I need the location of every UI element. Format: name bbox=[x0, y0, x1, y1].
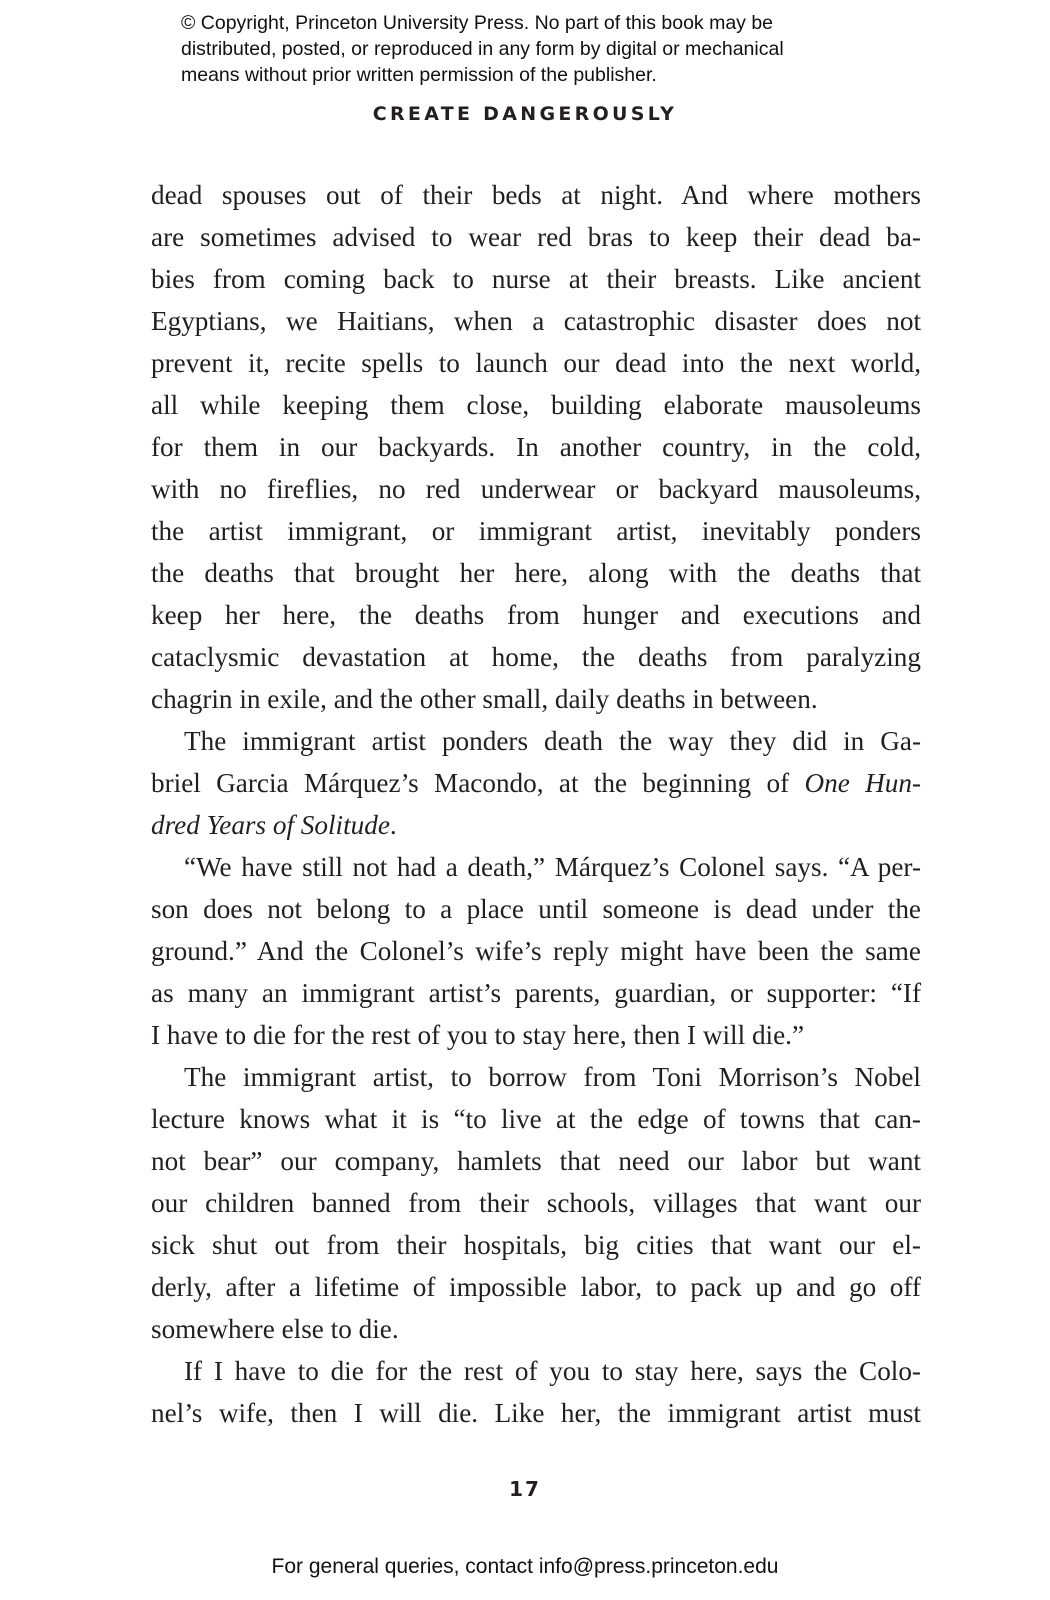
text-segment: . bbox=[389, 810, 397, 840]
text-line: If I have to die for the rest of you to stay here, says the Colo- bbox=[184, 1356, 921, 1386]
text-line: prevent it, recite spells to launch our dead into the next world, bbox=[151, 348, 921, 378]
body-text bbox=[151, 174, 921, 1434]
text-line: The immigrant artist, to borrow from Toni Morrison’s Nobel bbox=[184, 1062, 921, 1092]
text-line bbox=[151, 804, 921, 846]
text-line: lecture knows what it is “to live at the edge of towns that can- bbox=[151, 1104, 921, 1134]
text-line: our children banned from their schools, villages that want our bbox=[151, 1188, 921, 1218]
text-line: with no fireflies, no red underwear or backyard mausoleums, bbox=[151, 474, 921, 504]
running-head: CREATE DANGEROUSLY bbox=[372, 103, 678, 125]
text-line: the deaths that brought her here, along with the deaths that bbox=[151, 558, 921, 588]
text-line: derly, after a lifetime of impossible labor, to pack up and go off bbox=[151, 1272, 921, 1302]
text-line: are sometimes advised to wear red bras to keep their dead ba- bbox=[151, 222, 921, 252]
text-line: ground.” And the Colonel’s wife’s reply might have been the same bbox=[151, 936, 921, 966]
text-segment: briel Garcia Márquez’s Macondo, at the beginning of bbox=[151, 768, 805, 798]
text-line: keep her here, the deaths from hunger and executions and bbox=[151, 600, 921, 630]
page-number: 17 bbox=[509, 1477, 541, 1501]
text-line: as many an immigrant artist’s parents, guardian, or supporter: “If bbox=[151, 978, 921, 1008]
copyright-line: means without prior written permission of the publisher. bbox=[181, 64, 657, 86]
book-title-segment: dred Years of Solitude bbox=[151, 810, 390, 840]
text-line: nel’s wife, then I will die. Like her, the immigrant artist must bbox=[151, 1398, 921, 1428]
footer-contact: For general queries, contact info@press.princeton.edu bbox=[271, 1555, 779, 1578]
text-line: The immigrant artist ponders death the way they did in Ga- bbox=[184, 726, 921, 756]
text-line: Egyptians, we Haitians, when a catastrophic disaster does not bbox=[151, 306, 921, 336]
text-line: bies from coming back to nurse at their breasts. Like ancient bbox=[151, 264, 921, 294]
text-line: cataclysmic devastation at home, the deaths from paralyzing bbox=[151, 642, 921, 672]
book-title-segment: One Hun- bbox=[804, 768, 921, 798]
text-line: somewhere else to die. bbox=[151, 1314, 399, 1344]
text-line: sick shut out from their hospitals, big cities that want our el- bbox=[151, 1230, 921, 1260]
text-line: the artist immigrant, or immigrant artist, inevitably ponders bbox=[151, 516, 921, 546]
text-line bbox=[151, 762, 921, 804]
text-line: dead spouses out of their beds at night. And where mothers bbox=[151, 180, 921, 210]
text-line: chagrin in exile, and the other small, daily deaths in between. bbox=[151, 684, 818, 714]
text-line: “We have still not had a death,” Márquez’s Colonel says. “A per- bbox=[184, 852, 921, 882]
copyright-line: © Copyright, Princeton University Press. No part of this book may be bbox=[181, 12, 774, 34]
text-line: not bear” our company, hamlets that need our labor but want bbox=[151, 1146, 921, 1176]
text-line: I have to die for the rest of you to stay here, then I will die.” bbox=[151, 1020, 805, 1050]
text-line: son does not belong to a place until someone is dead under the bbox=[151, 894, 921, 924]
copyright-line: distributed, posted, or reproduced in any form by digital or mechanical bbox=[181, 38, 784, 60]
text-line: for them in our backyards. In another country, in the cold, bbox=[151, 432, 921, 462]
copyright-notice bbox=[181, 10, 941, 88]
text-line: all while keeping them close, building elaborate mausoleums bbox=[151, 390, 921, 420]
